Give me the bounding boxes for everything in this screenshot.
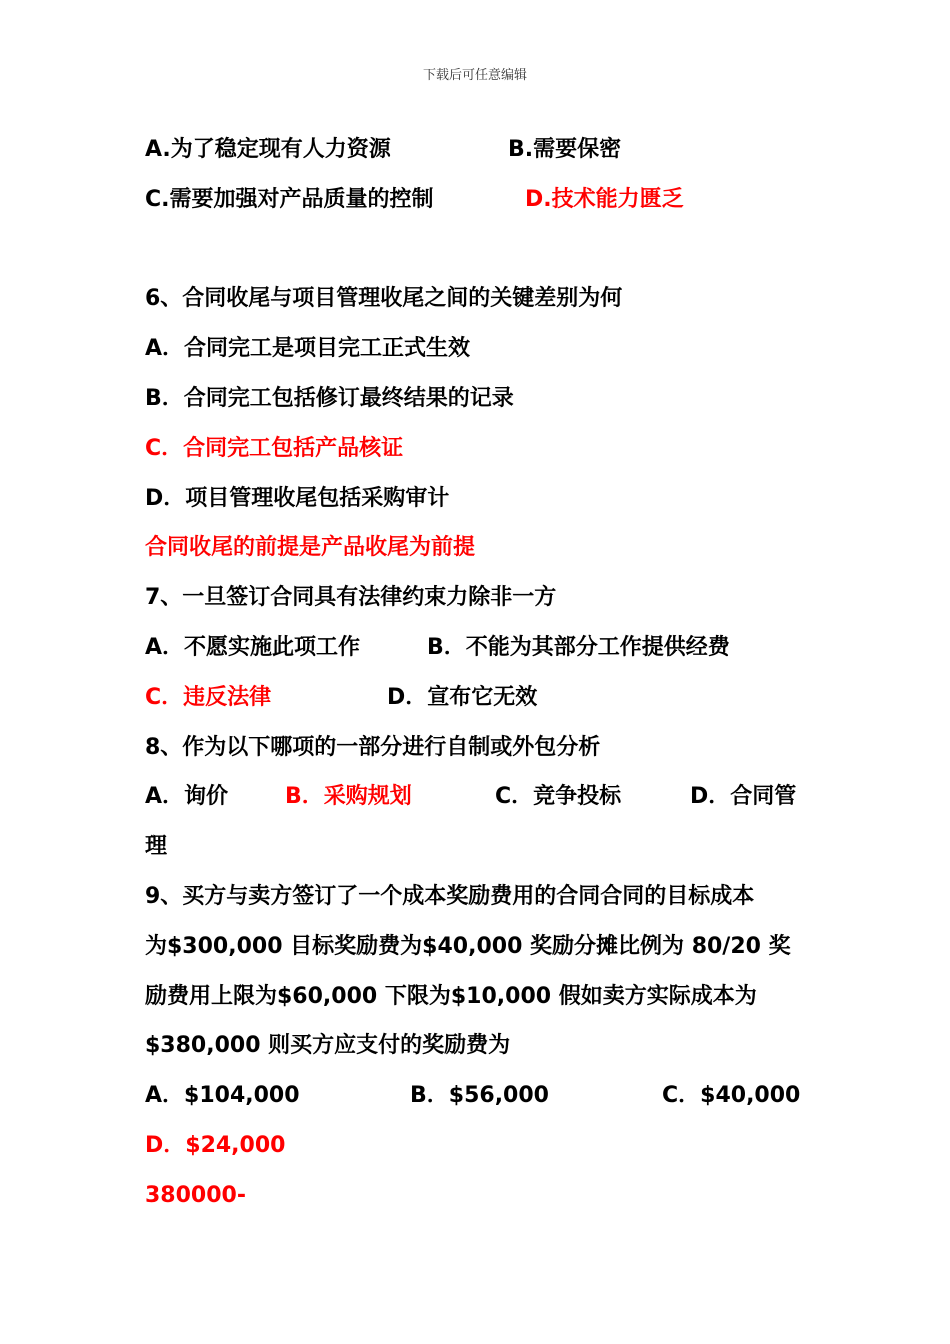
q9-explanation: 380000- [145, 1183, 246, 1208]
q8-option-b-answer: B．采购规划 [285, 784, 412, 809]
q8-option-d: D．合同管 [690, 784, 797, 809]
q7-question: 7、一旦签订合同具有法律约束力除非一方 [145, 585, 557, 610]
q8-option-c: C．竞争投标 [495, 784, 622, 809]
q9-question-line-2: 为$300,000 目标奖励费为$40,000 奖励分摊比例为 80/20 奖 [145, 934, 791, 959]
q9-question-line-4: $380,000 则买方应支付的奖励费为 [145, 1033, 511, 1058]
q9-option-d-answer: D．$24,000 [145, 1133, 286, 1158]
q6-option-c-answer: C．合同完工包括产品核证 [145, 436, 404, 461]
q8-option-d-cont: 理 [145, 834, 168, 859]
q9-option-a: A．$104,000 [145, 1083, 300, 1108]
q6-option-a: A．合同完工是项目完工正式生效 [145, 336, 471, 361]
q7-option-c-answer: C．违反法律 [145, 685, 272, 710]
q9-option-b: B．$56,000 [410, 1083, 549, 1108]
q9-question-line-3: 励费用上限为$60,000 下限为$10,000 假如卖方实际成本为 [145, 984, 757, 1009]
q6-option-d: D．项目管理收尾包括采购审计 [145, 486, 450, 511]
q5-option-b: B.需要保密 [508, 137, 622, 162]
q6-option-b: B．合同完工包括修订最终结果的记录 [145, 386, 514, 411]
q8-option-a: A．询价 [145, 784, 229, 809]
q5-option-d-answer: D.技术能力匮乏 [525, 187, 684, 212]
q9-option-c: C．$40,000 [662, 1083, 801, 1108]
q6-question: 6、合同收尾与项目管理收尾之间的关键差别为何 [145, 286, 623, 311]
q7-option-d: D．宣布它无效 [387, 685, 538, 710]
q5-option-c: C.需要加强对产品质量的控制 [145, 187, 434, 212]
q6-explanation: 合同收尾的前提是产品收尾为前提 [145, 535, 476, 560]
q8-question: 8、作为以下哪项的一部分进行自制或外包分析 [145, 735, 601, 760]
q9-question-line-1: 9、买方与卖方签订了一个成本奖励费用的合同合同的目标成本 [145, 884, 755, 909]
q5-option-a: A.为了稳定现有人力资源 [145, 137, 391, 162]
q7-option-b: B．不能为其部分工作提供经费 [427, 635, 730, 660]
q7-option-a: A．不愿实施此项工作 [145, 635, 361, 660]
page-header: 下载后可任意编辑 [422, 68, 527, 83]
